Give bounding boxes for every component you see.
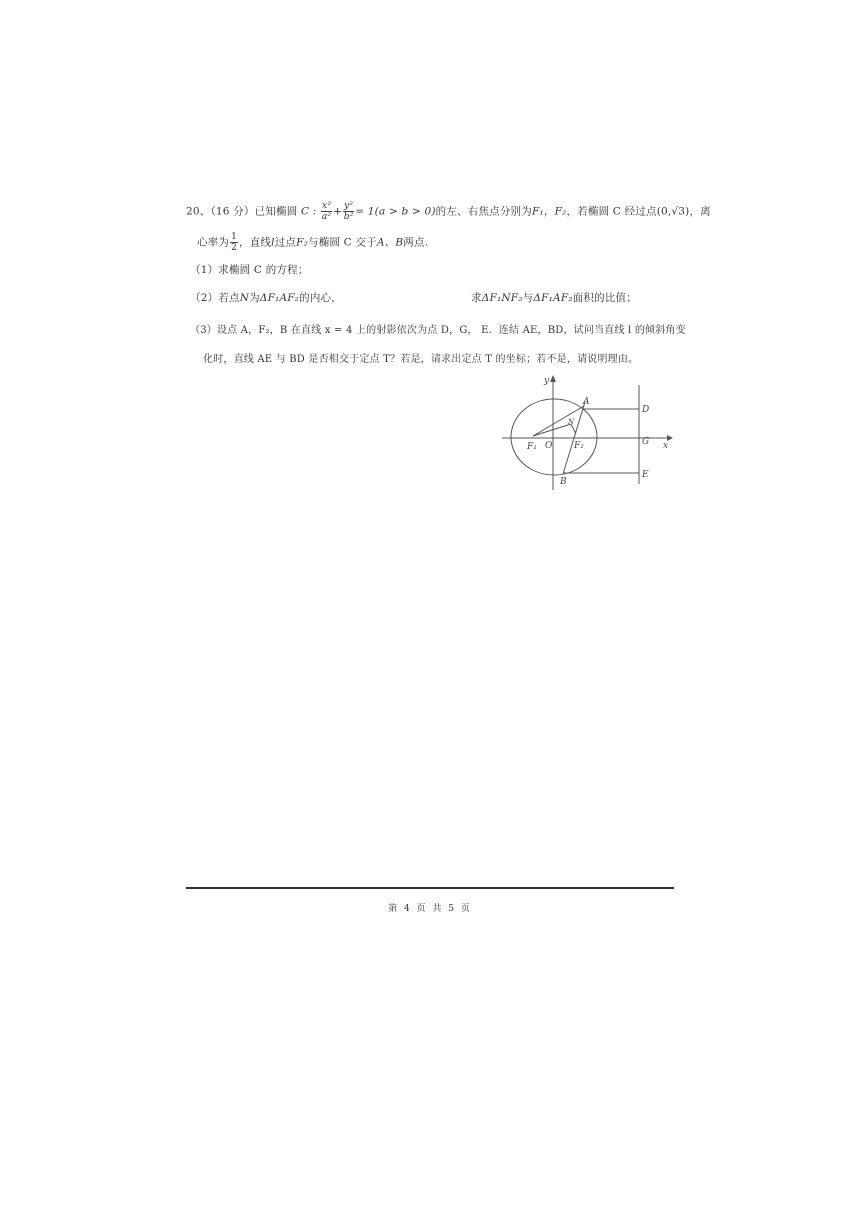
line2-mid2: 过点: [274, 236, 297, 249]
p2-tri1: ΔF₁AF₂: [259, 292, 300, 304]
eq-left: C :: [300, 205, 317, 218]
label-o: O: [545, 441, 553, 451]
frac-den-a: a²: [321, 212, 332, 222]
line2-tail: 两点.: [403, 236, 429, 249]
problem-score: （16 分）: [210, 205, 255, 218]
label-g: G: [642, 437, 650, 447]
label-a: A: [583, 397, 590, 407]
label-e: E: [642, 470, 649, 480]
part-3-line-1: （3）设点 A，F₂，B 在直线 x = 4 上的射影依次为点 D，G， E．连结 AE，BD，试问当直线 l 的倾斜角变: [190, 325, 686, 336]
p2-f: 面积的比值；: [572, 292, 637, 304]
y-axis-arrow: [550, 375, 556, 382]
point-text: (0,√3): [656, 205, 690, 218]
label-d: D: [642, 405, 650, 415]
intro-text: 已知椭圆: [254, 205, 298, 218]
line2-end: 与椭圆 C 交于: [308, 236, 377, 249]
footer-rule: [186, 887, 674, 889]
eq-plus: +: [333, 205, 343, 218]
label-n: N: [568, 418, 575, 426]
f2-text: F₂: [296, 236, 309, 249]
ecc-num: 1: [231, 232, 238, 242]
p2-b: 为: [249, 292, 260, 304]
label-b: B: [560, 477, 567, 487]
ecc-prefix: 心率为: [197, 236, 230, 249]
frac-num-y: y²: [344, 201, 354, 211]
part-1: （1）求椭圆 C 的方程；: [190, 264, 309, 276]
line-l: l: [271, 236, 275, 249]
ecc-den: 2: [231, 243, 238, 253]
part-2: [190, 290, 342, 305]
p2-a: （2）若点: [190, 292, 240, 304]
label-y: y: [544, 376, 550, 386]
p2-n: N: [239, 292, 250, 304]
ellipse-figure: [497, 372, 677, 492]
page-footer: 第 4 页 共 5 页: [388, 904, 472, 914]
ab-text: A、B: [376, 236, 404, 249]
label-f1: F₁: [527, 442, 537, 452]
label-x: x: [663, 441, 669, 451]
intro-end: ，离: [689, 205, 711, 218]
part-2-right: [471, 290, 637, 305]
problem-number: 20、: [186, 205, 211, 218]
frac-num-x: x²: [322, 201, 332, 211]
p2-tri3: ΔF₁AF₂: [533, 292, 573, 304]
frac-den-b: b²: [343, 212, 354, 222]
p2-d: 求: [471, 292, 482, 304]
ellipse: [511, 399, 597, 475]
line2-mid: ，直线: [239, 236, 272, 249]
p2-e: 与: [522, 292, 534, 304]
fraction-ecc: [230, 232, 238, 253]
part-3-line-2: 化时，直线 AE 与 BD 是否相交于定点 T？若是，请求出定点 T 的坐标；若不是，请说明理由。: [203, 354, 639, 365]
p2-tri2: ΔF₁NF₂: [481, 292, 523, 304]
fraction-x: [321, 201, 332, 222]
fraction-y: [343, 201, 354, 222]
eq-right: = 1(a > b > 0): [355, 205, 436, 218]
foci-text: F₁，F₂: [531, 205, 567, 218]
f1-to-n: [533, 424, 571, 436]
label-f2: F₂: [574, 441, 584, 451]
intro-mid2: ，若椭圆 C 经过点: [566, 205, 657, 218]
intro-mid: 的左、右焦点分别为: [435, 205, 532, 218]
p2-c: 的内心，: [299, 292, 342, 304]
problem-line-2: [197, 232, 428, 253]
problem-line-1: [186, 201, 711, 222]
